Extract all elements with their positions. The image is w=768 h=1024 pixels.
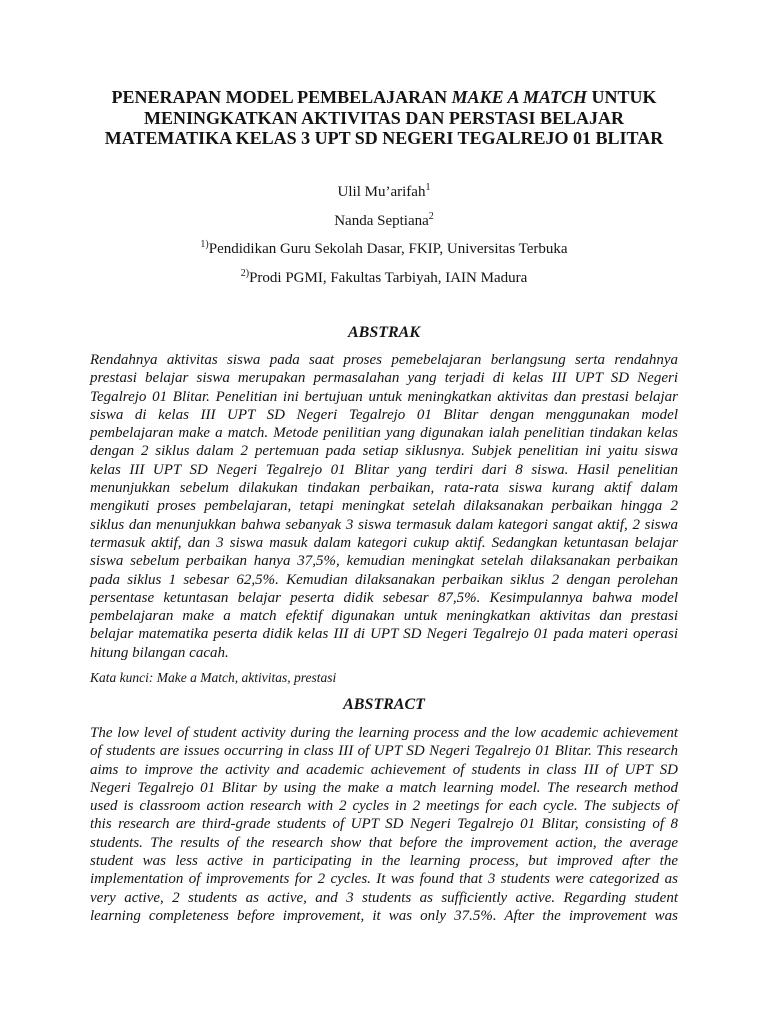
abstract-line: student was less active in participating in the learning process, but improved after the (90, 853, 678, 870)
abstract-line: implementation of improvements for 2 cycles. It was found that 3 students were categorized as (90, 871, 678, 888)
abstrak-heading: ABSTRAK (347, 324, 421, 341)
abstrak-line: kelas III UPT SD Negeri Tegalrejo 01 Blitar yang terdiri dari 8 siswa. Hasil penelitian (90, 461, 678, 478)
abstrak-line: pembelajaran make a match. Metode penilitian yang digunakan ialah penelitian tindakan kelas (90, 425, 678, 442)
affiliation-text: Prodi PGMI, Fakultas Tarbiyah, IAIN Madura (249, 270, 528, 287)
abstrak-line: hitung bilangan cacah. (90, 644, 229, 661)
author-block (0, 178, 768, 293)
keywords-line: Kata kunci: Make a Match, aktivitas, prestasi (90, 670, 337, 685)
affiliation (0, 264, 768, 293)
abstract-line: very active, 2 students as active, and 3 students as sufficiently active. Regarding student (90, 889, 678, 906)
title-text: UNTUK (587, 87, 657, 107)
author-superscript: 2 (428, 210, 434, 222)
abstrak-line: termasuk aktif, dan 3 siswa masuk dalam kategori cukup aktif. Sedangkan ketuntasan belajar (90, 534, 678, 551)
title-line-2: MENINGKATKAN AKTIVITAS DAN PERSTASI BELAJAR (143, 107, 625, 128)
abstrak-line: dengan 2 siklus dalam 2 pertemuan pada setiap siklusnya. Subjek penelitian ini yaitu siswa (90, 443, 678, 460)
affiliation-text: Pendidikan Guru Sekolah Dasar, FKIP, Universitas Terbuka (208, 241, 568, 258)
abstract-paragraph (90, 724, 678, 925)
abstrak-line: Rendahnya aktivitas siswa pada saat proses pemebelajaran berlangsung serta rendahnya (90, 352, 678, 368)
abstrak-line: siklus dan menunjukkan bahwa sebanyak 3 siswa termasuk dalam kategori sangat aktif, 2 siswa (90, 516, 678, 533)
author-superscript: 1 (425, 182, 431, 193)
abstract-line: used is classroom action research with 2 cycles in 2 meetings for each cycle. The subjects of (90, 798, 678, 815)
abstrak-paragraph (90, 351, 678, 662)
affiliation (0, 235, 768, 264)
abstract-line: this research are third-grade students of UPT SD Negeri Tegalrejo 01 Blitar, consisting of 8 (90, 816, 678, 833)
abstrak-line: mengikuti proses pembelajaran, tetapi meningkat setelah dilaksanakan perbaikan hingga 2 (90, 498, 678, 515)
abstrak-line: siswa sebelum perbaikan hanya 37,5%, kemudian meningkat setelah dilaksanakan perbaikan (90, 553, 678, 570)
abstrak-line: belajar matematika peserta didik kelas III di UPT SD Negeri Tegalrejo 01 pada materi operasi (90, 626, 678, 643)
paper-title (60, 87, 708, 149)
abstrak-line: pada siklus 1 sebesar 62,5%. Kemudian dilaksanakan perbaikan siklus 2 dengan perolehan (90, 571, 678, 588)
abstract-line: aims to improve the activity and academic achievement of students in class III of UPT SD (90, 761, 678, 778)
author-name-text: Nanda Septiana (334, 212, 429, 229)
affiliation-superscript: 1) (200, 239, 209, 251)
title-line-3: MATEMATIKA KELAS 3 UPT SD NEGERI TEGALREJO 01 BLITAR (104, 128, 664, 148)
abstrak-line: pembelajaran make a match efektif digunakan untuk meningkatkan aktivitas dan prestasi (90, 608, 678, 625)
abstrak-line: persentase ketuntasan belajar peserta didik sebesar 87,5%. Kesimpulannya bahwa model (90, 589, 678, 606)
author-name (0, 207, 768, 236)
abstrak-line: Tegalrejo 01 Blitar. Penelitian ini bertujuan untuk meningkatkan aktivitas dan prestasi belajar (90, 388, 678, 405)
abstract-heading: ABSTRACT (343, 696, 425, 713)
title-text: PENERAPAN MODEL PEMBELAJARAN (111, 87, 452, 107)
abstrak-line: menunjukkan sebelum dilakukan tindakan perbaikan, rata-rata siswa kurang aktif dalam (90, 480, 678, 497)
abstract-line: of students are issues occurring in class III of UPT SD Negeri Tegalrejo 01 Blitar. This research (90, 743, 678, 760)
author-name (0, 178, 768, 207)
author-name-text: Ulil Mu’arifah (337, 184, 426, 200)
affiliation-superscript: 2) (240, 268, 250, 280)
title-italic-text: MAKE A MATCH (451, 87, 588, 107)
abstract-line: Negeri Tegalrejo 01 Blitar by using the make a match learning model. The research method (90, 779, 678, 796)
abstrak-line: siswa di kelas III UPT SD Negeri Tegalrejo 01 Blitar dengan menggunakan model (90, 406, 678, 423)
abstract-line: The low level of student activity during the learning process and the low academic achievement (90, 725, 678, 741)
abstract-line: learning completeness before improvement, it was only 37.5%. After the improvement was (90, 907, 678, 924)
title-line-1 (60, 87, 708, 108)
abstract-line: students. The results of the research show that before the improvement action, the average (90, 834, 678, 851)
abstrak-line: prestasi belajar siswa merupakan permasalahan yang terjadi di kelas III UPT SD Negeri (90, 370, 678, 387)
